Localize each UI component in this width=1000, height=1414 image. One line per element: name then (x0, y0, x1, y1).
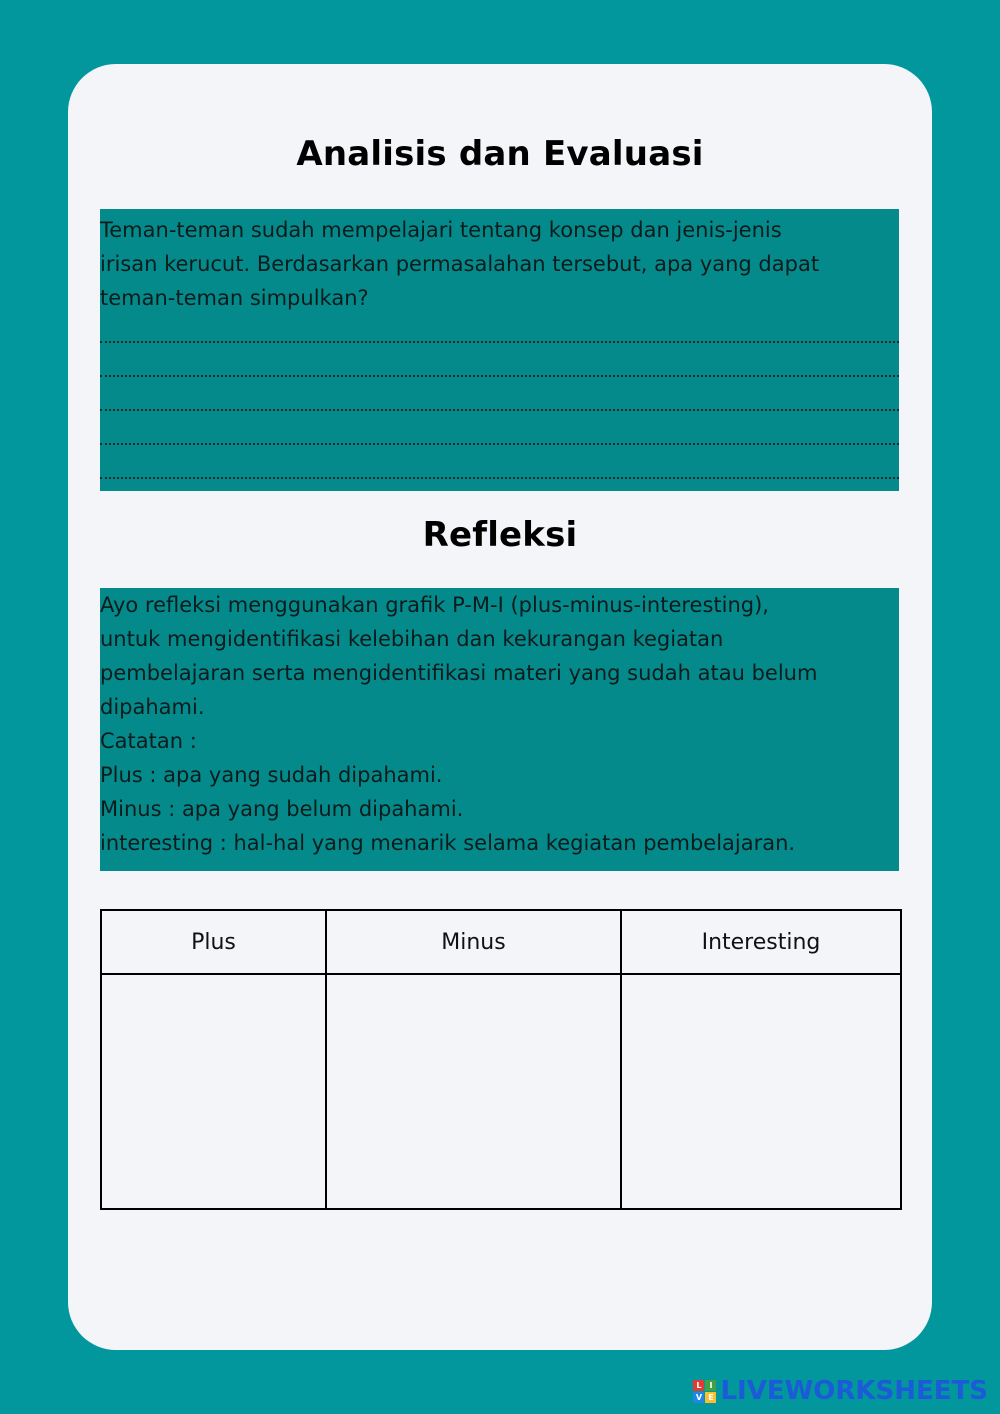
pmi-table-answer-row (101, 974, 901, 1209)
analisis-question-box (100, 209, 899, 491)
answer-dotted-line[interactable] (100, 383, 899, 417)
pmi-header-minus: Minus (326, 910, 621, 974)
pmi-plus-answer-cell[interactable] (101, 974, 326, 1209)
liveworksheets-brand (693, 1376, 988, 1406)
refleksi-text-line: dipahami. (100, 695, 205, 719)
refleksi-text-line: Plus : apa yang sudah dipahami. (100, 763, 443, 787)
refleksi-text-line: Ayo refleksi menggunakan grafik P-M-I (plus-minus-interesting), (100, 593, 769, 617)
liveworksheets-brand-name: LIVEWORKSHEETS (720, 1376, 988, 1406)
pmi-table-header-row (101, 910, 901, 974)
refleksi-text-line: Catatan : (100, 729, 197, 753)
pmi-minus-answer-cell[interactable] (326, 974, 621, 1209)
pmi-header-interesting: Interesting (621, 910, 901, 974)
analisis-title: Analisis dan Evaluasi (296, 134, 704, 174)
refleksi-text-line: pembelajaran serta mengidentifikasi materi yang sudah atau belum (100, 661, 818, 685)
analisis-text-line: teman-teman simpulkan? (100, 286, 369, 310)
refleksi-text-line: untuk mengidentifikasi kelebihan dan kekurangan kegiatan (100, 627, 724, 651)
refleksi-text-line: Minus : apa yang belum dipahami. (100, 797, 464, 821)
refleksi-instructions-box (100, 588, 899, 871)
answer-dotted-line[interactable] (100, 417, 899, 451)
answer-dotted-line[interactable] (100, 451, 899, 485)
pmi-header-plus: Plus (101, 910, 326, 974)
answer-dotted-line[interactable] (100, 349, 899, 383)
answer-dotted-line[interactable] (100, 315, 899, 349)
pmi-table (100, 909, 902, 1210)
liveworksheets-logo-icon: L I V E (693, 1380, 716, 1403)
analisis-text-line: irisan kerucut. Berdasarkan permasalahan tersebut, apa yang dapat (100, 252, 820, 276)
refleksi-text-line: interesting : hal-hal yang menarik selama kegiatan pembelajaran. (100, 831, 796, 855)
pmi-interesting-answer-cell[interactable] (621, 974, 901, 1209)
analisis-text-line: Teman-teman sudah mempelajari tentang konsep dan jenis-jenis (100, 218, 782, 242)
refleksi-title: Refleksi (422, 515, 578, 555)
